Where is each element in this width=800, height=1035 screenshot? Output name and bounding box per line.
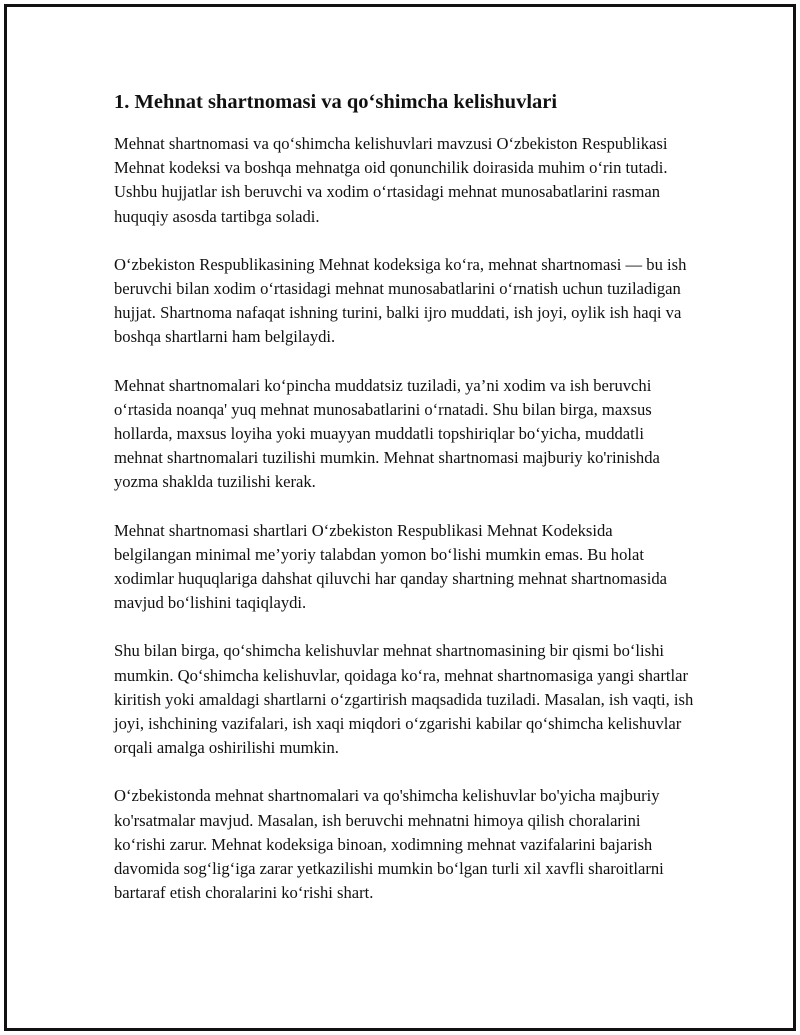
paragraph-6: O‘zbekistonda mehnat shartnomalari va qo'shimcha kelishuvlar bo'yicha majburiy ko'rsatmalar mavjud. Masalan, ish beruvchi mehnatni himoya qilish choralarini ko‘rishi zarur. Mehnat kodeksiga binoan, xodimning mehnat vazifalarini bajarish davomida sog‘lig‘iga zarar yetkazilishi mumkin bo‘lgan turli xil xavfli sharoitlarni bartaraf etish choralarini ko‘rishi shart. [114, 786, 664, 903]
paragraph-1: Mehnat shartnomasi va qo‘shimcha kelishuvlari mavzusi O‘zbekiston Respublikasi Mehnat kodeksi va boshqa mehnatga oid qonunchilik doirasida muhim o‘rin tutadi. Ushbu hujjatlar ish beruvchi va xodim o‘rtasidagi mehnat munosabatlarini rasman huquqiy asosda tartibga soladi. [114, 134, 668, 226]
paragraph-5: Shu bilan birga, qo‘shimcha kelishuvlar mehnat shartnomasining bir qismi bo‘lishi mumkin. Qo‘shimcha kelishuvlar, qoidaga ko‘ra, mehnat shartnomasiga yangi shartlar kiritish yoki amaldagi shartlarni o‘zgartirish maqsadida tuziladi. Masalan, ish vaqti, ish joyi, ishchining vazifalari, ish xaqi miqdori o‘zgarishi kabilar qo‘shimcha kelishuvlar orqali amalga oshirilishi mumkin. [114, 641, 694, 758]
paragraph-2: O‘zbekiston Respublikasining Mehnat kodeksiga ko‘ra, mehnat shartnomasi — bu ish beruvchi bilan xodim o‘rtasidagi mehnat munosabatlarini o‘rnatish uchun tuziladigan hujjat. Shartnoma nafaqat ishning turini, balki ijro muddati, ish joyi, oylik ish haqi va boshqa shartlarni ham belgilaydi. [114, 254, 687, 347]
paragraph-3: Mehnat shartnomalari ko‘pincha muddatsiz tuziladi, ya’ni xodim va ish beruvchi o‘rtasida noanqa' yuq mehnat munosabatlarini o‘rnatadi. Shu bilan birga, maxsus hollarda, maxsus loyiha yoki muayyan muddatli topshiriqlar bo‘yicha, muddatli mehnat shartnomalari tuzilishi mumkin. Mehnat shartnomasi majburiy ko'rinishda yozma shaklda tuzilishi kerak. [114, 375, 660, 492]
paragraph-4: Mehnat shartnomasi shartlari O‘zbekiston Respublikasi Mehnat Kodeksida belgilangan minimal me’yoriy talabdan yomon bo‘lishi mumkin emas. Bu holat xodimlar huquqlariga dahshat qiluvchi har qanday shartning mehnat shartnomasida mavjud bo‘lishini taqiqlaydi. [114, 520, 667, 613]
section-heading: 1. Mehnat shartnomasi va qo‘shimcha kelishuvlari [114, 91, 558, 113]
document-body [114, 88, 694, 929]
